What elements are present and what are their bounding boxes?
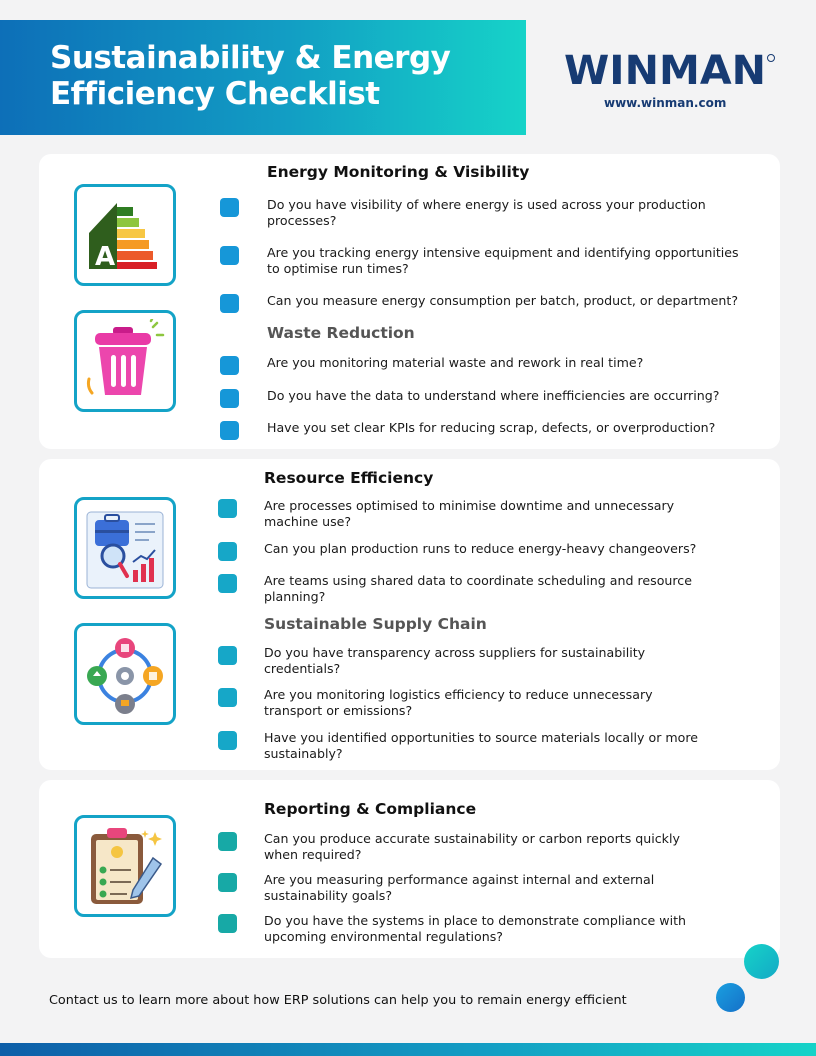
checklist-item: Can you measure energy consumption per batch, product, or department? [267, 293, 738, 308]
clipboard-checklist-icon [74, 815, 176, 917]
title-line-2: Efficiency Checklist [50, 76, 380, 112]
briefcase-analysis-icon [74, 497, 176, 599]
checkbox[interactable] [220, 389, 239, 408]
checklist-item: Do you have visibility of where energy is used across your production processes? [267, 197, 706, 228]
checklist-item: Can you produce accurate sustainability or carbon reports quickly when required? [264, 831, 680, 862]
trash-bin-icon [74, 310, 176, 412]
section-title-energy-monitoring: Energy Monitoring & Visibility [267, 163, 530, 181]
svg-text:A: A [95, 242, 116, 272]
decorative-dot [716, 983, 745, 1012]
section-title-sustainable-supply-chain: Sustainable Supply Chain [264, 615, 487, 633]
card-reporting-compliance [39, 780, 780, 958]
contact-text: Contact us to learn more about how ERP solutions can help you to remain energy efficient [49, 993, 627, 1008]
logo-text: WINMAN [564, 48, 766, 92]
checklist-item: Do you have the data to understand where inefficiencies are occurring? [267, 388, 720, 403]
section-title-resource-efficiency: Resource Efficiency [264, 469, 434, 487]
checkbox[interactable] [220, 356, 239, 375]
checkbox[interactable] [220, 246, 239, 265]
section-title-reporting-compliance: Reporting & Compliance [264, 800, 477, 818]
winman-logo [564, 48, 776, 92]
checklist-item: Do you have the systems in place to demonstrate compliance with upcoming environmental regulations? [264, 913, 686, 944]
checkbox[interactable] [218, 688, 237, 707]
card-resource-supply [39, 459, 780, 770]
checklist-item: Are you monitoring material waste and rework in real time? [267, 355, 644, 370]
checklist-item: Are processes optimised to minimise downtime and unnecessary machine use? [264, 498, 675, 529]
website-link[interactable]: www.winman.com [604, 96, 727, 110]
checklist-item: Have you set clear KPIs for reducing scrap, defects, or overproduction? [267, 420, 716, 435]
checkbox[interactable] [218, 499, 237, 518]
checkbox[interactable] [218, 646, 237, 665]
title-line-1: Sustainability & Energy [50, 40, 451, 76]
section-title-waste-reduction: Waste Reduction [267, 324, 415, 342]
supply-chain-cycle-icon [74, 623, 176, 725]
checkbox[interactable] [220, 198, 239, 217]
checkbox[interactable] [218, 832, 237, 851]
checkbox[interactable] [220, 294, 239, 313]
card-energy-waste [39, 154, 780, 449]
checklist-item: Have you identified opportunities to source materials locally or more sustainably? [264, 730, 699, 761]
checklist-item: Are you tracking energy intensive equipment and identifying opportunities to optimise run times? [267, 245, 739, 276]
checkbox[interactable] [220, 421, 239, 440]
checkbox[interactable] [218, 873, 237, 892]
checklist-item: Are you monitoring logistics efficiency to reduce unnecessary transport or emissions? [264, 687, 653, 718]
header-banner [0, 20, 526, 135]
checklist-item: Do you have transparency across suppliers for sustainability credentials? [264, 645, 646, 676]
checklist-item: Are teams using shared data to coordinate scheduling and resource planning? [264, 573, 692, 604]
checklist-item: Can you plan production runs to reduce energy-heavy changeovers? [264, 541, 697, 556]
footer-bar [0, 1043, 816, 1056]
checkbox[interactable] [218, 914, 237, 933]
checklist-item: Are you measuring performance against internal and external sustainability goals? [264, 872, 655, 903]
decorative-dot [744, 944, 779, 979]
checkbox[interactable] [218, 542, 237, 561]
page-title [50, 40, 510, 112]
checkbox[interactable] [218, 731, 237, 750]
energy-rating-house-icon [74, 184, 176, 286]
checkbox[interactable] [218, 574, 237, 593]
